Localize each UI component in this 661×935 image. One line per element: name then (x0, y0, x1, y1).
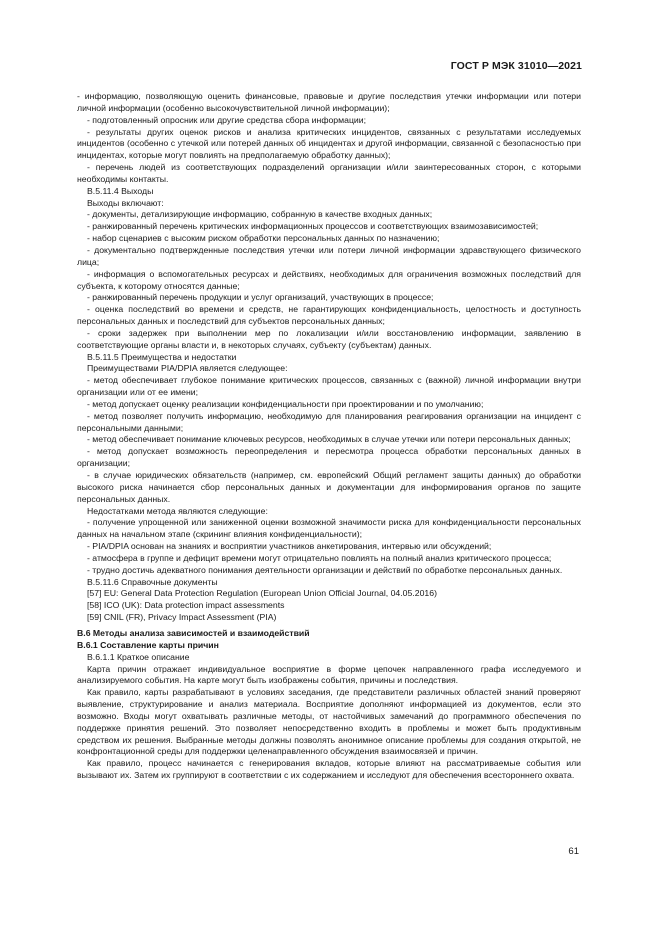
paragraph: Карта причин отражает индивидуальное восприятие в форме цепочек направленного графа исследуемого и анализируемого события. На карте могут быть изображены события, причины и последствия. (77, 663, 581, 686)
paragraph: - информация о вспомогательных ресурсах и действиях, необходимых для ограничения возможных последствий для субъекта, к которому относятся данные; (77, 268, 581, 291)
paragraph: - результаты других оценок рисков и анализа критических инцидентов, связанных с результатами исследуемых инцидентов (особенно с утечкой или потерей данных об инцидентах и другой информации, связанной с безопасностью при инцидентах, которые могут повлиять на предполагаемую обработку данных); (77, 126, 581, 161)
paragraph: Как правило, карты разрабатывают в условиях заседания, где представители различных областей знаний проверяют выявление, структурирование и анализ материала. Восприятие дополняют информацией из документов, если это возможно. Входы могут охватывать различные методы, от настойчивых замечаний до программного обеспечения по поддержке принятия решений. Это позволяет непосредственно входить в проблемы и может быть продуктивным средством их решения. Выбранные методы должны позволять анонимное описание проблемы для создания открытой, не конфронтационной среды для поддержки целенаправленного обсуждения взаимосвязей и причин. (77, 687, 581, 757)
paragraph: - оценка последствий во времени и средств, не гарантирующих конфиденциальность, целостность и доступность персональных данных и последствий для субъектов персональных данных; (77, 304, 581, 327)
paragraph: - документы, детализирующие информацию, собранную в качестве входных данных; (87, 209, 433, 220)
page-number: 61 (568, 846, 579, 857)
paragraph: - перечень людей из соответствующих подразделений организации и/или заинтересованных сторон, с которыми необходимы контакты. (77, 162, 581, 184)
paragraph: - метод позволяет получить информацию, необходимую для планирования реагирования организации на инцидент с персональными данными; (77, 410, 581, 433)
document-header: ГОСТ Р МЭК 31010—2021 (450, 60, 582, 72)
paragraph: - сроки задержек при выполнении мер по локализации и/или восстановлению информации, заявлению в соответствующие органы власти и, в некоторых случаях, субъекту (субъектам) данных. (77, 327, 581, 350)
subsection-heading: B.6.1 Составление карты причин (77, 639, 219, 650)
paragraph: B.5.11.6 Справочные документы (87, 576, 218, 587)
paragraph: B.5.11.5 Преимущества и недостатки (87, 351, 237, 362)
paragraph: - метод обеспечивает глубокое понимание критических процессов, связанных с (важной) личной информации внутри организации или от ее имени; (77, 375, 581, 398)
paragraph: B.5.11.4 Выходы (87, 185, 154, 196)
paragraph: - PIA/DPIA основан на знаниях и восприятии участников анкетирования, интервью или обсуждений; (87, 541, 492, 552)
paragraph: - ранжированный перечень продукции и услуг организаций, участвующих в процессе; (87, 292, 434, 303)
paragraph: Недостатками метода являются следующие: (87, 505, 268, 516)
paragraph: - атмосфера в группе и дефицит времени могут отрицательно повлиять на полный анализ критического процесса; (87, 552, 552, 563)
paragraph: - получение упрощенной или заниженной оценки возможной значимости риска для конфиденциальности персональных данных на начальном этапе (скрининг влияния конфиденциальности); (77, 517, 581, 540)
paragraph: - в случае юридических обязательств (например, см. европейский Общий регламент защиты данных) до обработки высокого риска начинается сбор персональных данных и документации для информирования органов по защите персональных данных. (77, 470, 581, 504)
paragraph: [57] EU: General Data Protection Regulation (European Union Official Journal, 04.05.2016) (87, 588, 437, 599)
paragraph: - информацию, позволяющую оценить финансовые, правовые и другие последствия утечки информации или потери личной информации (особенно высокочувствительной личной информации); (77, 91, 581, 113)
document-body (77, 91, 581, 782)
paragraph: - набор сценариев с высоким риском обработки персональных данных по назначению; (87, 233, 440, 244)
section-heading: B.6 Методы анализа зависимостей и взаимодействий (77, 627, 310, 638)
paragraph: - ранжированный перечень критических информационных процессов и соответствующих взаимозависимостей; (87, 221, 539, 232)
paragraph: [59] CNIL (FR), Privacy Impact Assessment (PIA) (87, 612, 277, 623)
paragraph: Преимуществами PIA/DPIA является следующее: (87, 363, 288, 374)
paragraph: B.6.1.1 Краткое описание (87, 651, 190, 662)
paragraph: - документально подтвержденные последствия утечки или потери личной информации здравствующего физического лица; (77, 244, 581, 267)
paragraph: - метод допускает возможность переопределения и пересмотра процесса обработки персональных данных в организации; (77, 446, 581, 469)
paragraph: [58] ICO (UK): Data protection impact assessments (87, 600, 285, 611)
paragraph: - трудно достичь адекватного понимания деятельности организации и действий по обработке персональных данных. (87, 564, 563, 575)
paragraph: - метод обеспечивает понимание ключевых ресурсов, необходимых в случае утечки или потери персональных данных; (87, 434, 571, 445)
paragraph: Как правило, процесс начинается с генерирования вкладов, которые влияют на рассматриваемые события или вызывают их. Затем их группируют в соответствии с их содержанием и исследуют для обеспечения всестороннего охвата. (77, 758, 581, 781)
paragraph: - метод допускает оценку реализации конфиденциальности при проектировании и по умолчанию; (87, 398, 484, 409)
paragraph: - подготовленный опросник или другие средства сбора информации; (87, 114, 367, 125)
paragraph: Выходы включают: (87, 197, 164, 208)
